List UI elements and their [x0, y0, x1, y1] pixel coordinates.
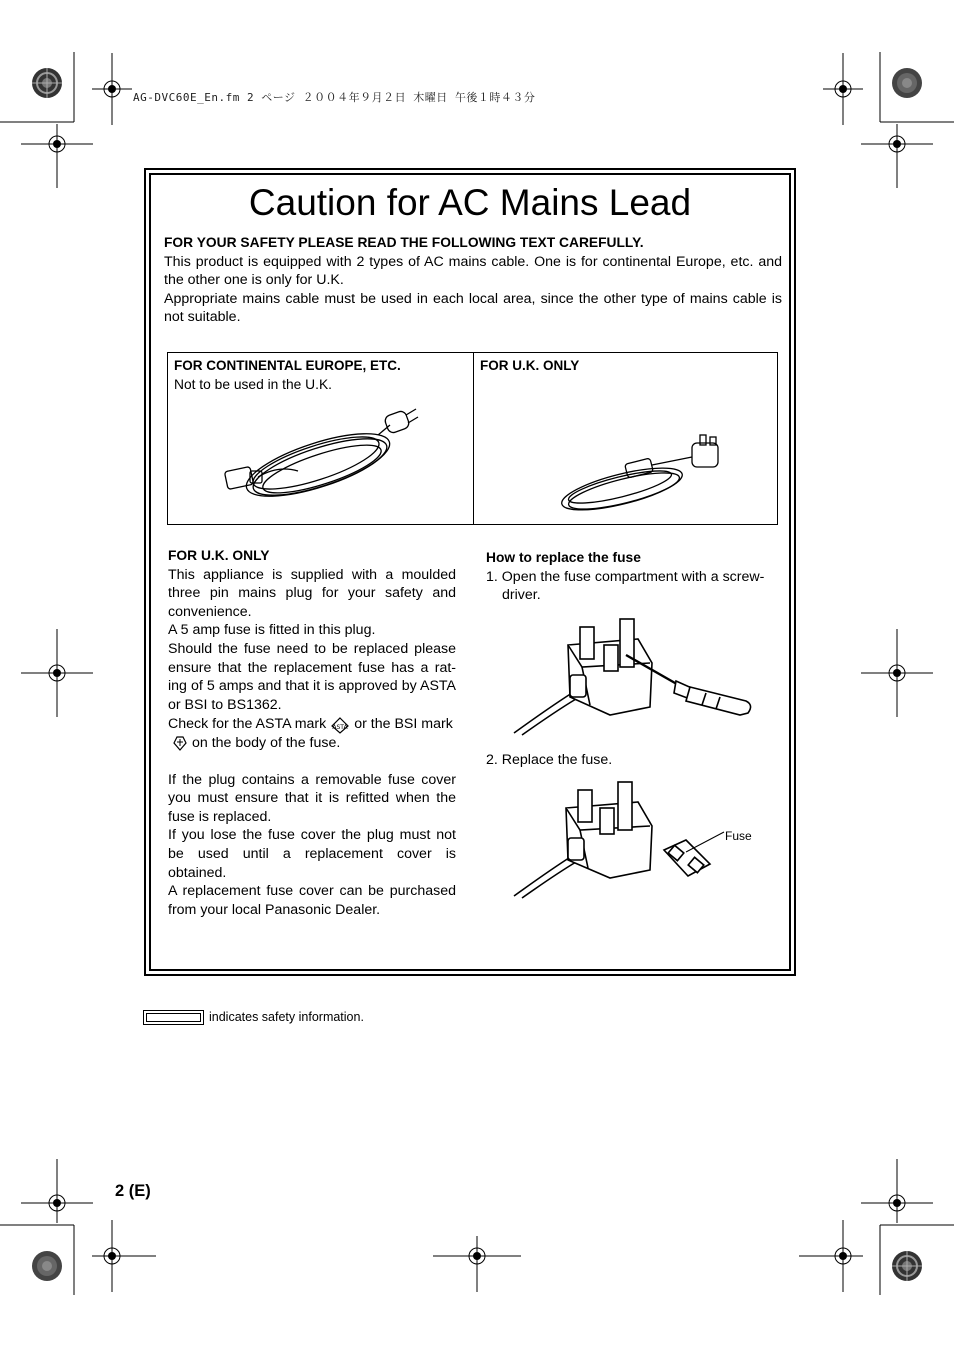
fuse-callout-label: Fuse: [725, 829, 752, 843]
intro-paragraph-1: This product is equipped with 2 types of AC mains cable. One is for continental Europe, etc. and the other one is only for U.K.: [164, 253, 782, 288]
table-cell-europe: [168, 353, 474, 524]
uk-paragraph-3: Should the fuse need to be replaced please ensure that the replacement fuse has a rat-ing of 5 amps and that it is approved by ASTA or BSI to BS1362.: [168, 640, 456, 713]
svg-text:ASTA: ASTA: [332, 723, 348, 731]
uk-paragraph-6: If you lose the fuse cover the plug must not be used until a replacement cover is obtained.: [168, 827, 456, 881]
intro-heading: FOR YOUR SAFETY PLEASE READ THE FOLLOWING TEXT CAREFULLY.: [164, 235, 644, 250]
plug-fuse-illustration: [510, 780, 725, 905]
intro-block: [164, 234, 782, 327]
uk-paragraph-2: A 5 amp fuse is fitted in this plug.: [168, 622, 376, 639]
safety-legend-box: [143, 1010, 204, 1025]
safety-legend-text: indicates safety information.: [209, 1010, 364, 1024]
uk-paragraph-4: [168, 715, 456, 752]
uk-paragraph-7: A replacement fuse cover can be purchased from your local Panasonic Dealer.: [168, 883, 456, 918]
uk-paragraph-5: If the plug contains a removable fuse cover you must ensure that it is refitted when the fuse is replaced.: [168, 771, 456, 825]
uk-cable-title: FOR U.K. ONLY: [480, 358, 580, 373]
bsi-kitemark-icon: [172, 734, 188, 752]
page-title: Caution for AC Mains Lead: [248, 182, 692, 223]
cable-types-table: [167, 352, 778, 525]
uk-heading: FOR U.K. ONLY: [168, 548, 270, 563]
intro-paragraph-2: Appropriate mains cable must be used in each local area, since the other type of mains cable is not suitable.: [164, 290, 782, 325]
fuse-heading: How to replace the fuse: [486, 550, 641, 565]
uk-cable-icon: [552, 431, 742, 521]
page-number: 2 (E): [115, 1182, 151, 1200]
europe-cable-note: Not to be used in the U.K.: [174, 377, 332, 392]
europe-cable-icon: [218, 405, 428, 515]
fuse-body-text: on the body of the fuse.: [192, 734, 341, 751]
uk-paragraph-1: This appliance is supplied with a moulded three pin mains plug for your safety and convenience.: [168, 566, 456, 620]
bsi-text: or the BSI mark: [354, 716, 453, 733]
file-header: AG-DVC60E_En.fm 2 ページ ２００４年９月２日 木曜日 午後１時４３分: [133, 91, 536, 104]
asta-mark-icon: [330, 716, 350, 734]
asta-text: Check for the ASTA mark: [168, 716, 327, 733]
plug-screwdriver-illustration: [510, 615, 760, 737]
fuse-step-1: 1. Open the fuse compartment with a screw-driver.: [486, 568, 765, 604]
uk-instructions: [168, 547, 456, 919]
fuse-step-2: 2. Replace the fuse.: [486, 751, 613, 768]
table-cell-uk: [474, 353, 777, 524]
europe-cable-title: FOR CONTINENTAL EUROPE, ETC.: [174, 358, 401, 373]
